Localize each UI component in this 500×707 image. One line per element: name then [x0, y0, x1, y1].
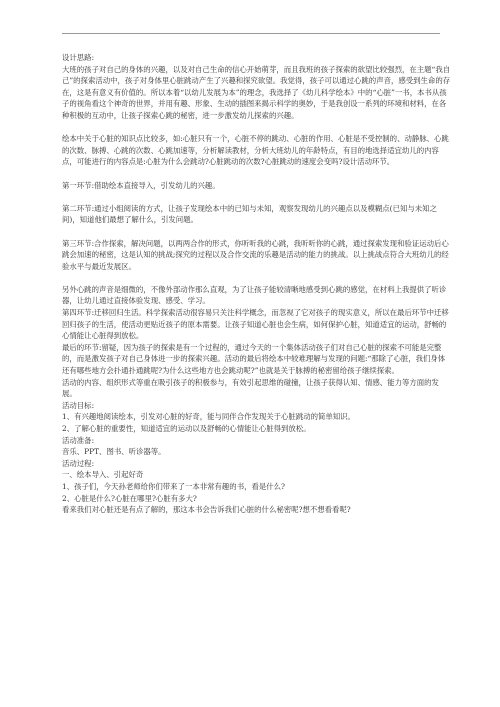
spacer — [62, 226, 452, 238]
question-1: 1、孩子们，今天孙老师给你们带来了一本非常有趣的书，看是什么? — [62, 481, 285, 491]
spacer — [62, 122, 452, 134]
spacer — [62, 272, 452, 284]
question-2: 2、心脏是什么?心脏在哪里?心脏有多大? — [62, 493, 197, 503]
process-section-1: 一、绘本导入、引起好奇 — [62, 470, 144, 480]
design-heading: 设计思路: — [62, 53, 95, 62]
step3b-paragraph: 另外心跳的声音是细微的，不像外部动作那么直观，为了让孩子能较清晰地感受到心跳的感觉，在材料上我提供了听诊器，让幼儿通过直接体验发现、感受、学习。 — [62, 284, 447, 306]
content-analysis-paragraph: 绘本中关于心脏的知识点比较多，如:心脏只有一个，心脏不停的跳动、心脏的作用、心脏是不受控制的、动静脉、心跳的次数、脉搏、心跳的次数、心跳加速等，分析解读教材，分析大班幼儿的年龄特点，有目的地选择适宜幼儿的内容点，可能进行的内容点是:心脏为什么会跳动?心脏跳动的次数?心脏跳动的速度会变吗?设计活动环节。 — [62, 134, 449, 167]
prep-text: 音乐、PPT、图书、听诊器等。 — [62, 447, 166, 457]
goal-item-1: 1、有兴趣地阅读绘本，引发对心脏的好奇，能与同伴合作发现关于心脏跳动的简单知识。 — [62, 412, 355, 422]
question-3: 看来我们对心脏还是有点了解的，那这本书会告诉我们心脏的什么秘密呢?想不想看看呢? — [62, 505, 351, 515]
final-step-paragraph: 最后的环节:留疑，因为孩子的探索是有一个过程的，通过今天的一个集体活动孩子们对自己心脏的探索不可能是完整的，而是激发孩子对自己身体进一步的探索兴趣。活动的最后将绘本中较难理解与发现的问题:“那除了心脏，我们身体还有哪些地方会扑通扑通跳呢?为什么这些地方也会跳动呢?”也就是关于脉搏的秘密留给孩子继续探索。 — [62, 342, 446, 376]
spacer — [62, 191, 452, 203]
process-heading: 活动过程: — [62, 458, 95, 468]
spacer — [62, 168, 452, 180]
document-body — [62, 52, 452, 516]
goal-item-2: 2、了解心脏的重要性，知道适宜的运动以及舒畅的心情能让心脏得到放松。 — [62, 424, 311, 433]
summary-paragraph: 活动的内容、组织形式等重在吸引孩子的积极参与，有效引起思维的碰撞，让孩子获得认知、情感、能力等方面的发展。 — [62, 377, 439, 399]
intro-paragraph: 大班的孩子对自己的身体的兴趣，以及对自己生命的信心开始萌芽，而且我班的孩子探索的欲望比较强烈，在主题“我自己”的探索活动中，孩子对身体里心脏跳动产生了兴趣和探究欲望。我觉得，孩子可以通过心跳的声音，感受到生命的存在，这是有意义有价值的。所以本着“以幼儿发展为本”的理念，我选择了《幼儿科学绘本》中的“心脏”一书，本书从孩子的视角看这个神奇的世界，并用有趣、形象、生动的插图来揭示科学的奥妙，于是我创设一系列的环境和材料，在各种积极的互动中，让孩子探索心跳的秘密，进一步激发幼儿探索的兴趣。 — [62, 64, 451, 120]
step4-paragraph: 第四环节:迁移回归生活。科学探索活动很容易只关注科学概念，而忽视了它对孩子的现实意义，所以在最后环节中迁移回归孩子的生活，使活动更贴近孩子的原本需要。让孩子知道心脏也会生病，如何保护心脏，知道适宜的运动，舒畅的心情能让心脏得到放松。 — [62, 308, 449, 341]
step3-paragraph: 第三环节:合作探索，解决问题，以两两合作的形式，你听听我的心跳，我听听你的心跳，通过探索发现和验证运动后心跳会加速的秘密，这是认知的挑战;探究的过程以及合作交流的乐趣是活动的能力的挑战。以上挑战点符合大班幼儿的经验水平与最近发展区。 — [62, 238, 449, 271]
step2-paragraph: 第二环节:通过小组阅读的方式，让孩子发现绘本中的已知与未知，观察发现幼儿的兴趣点以及模糊点(已知与未知之间)，知道他们最想了解什么，引发问题。 — [62, 203, 437, 225]
goals-heading: 活动目标: — [62, 400, 95, 410]
prep-heading: 活动准备: — [62, 435, 95, 445]
step1-paragraph: 第一环节:借助绘本直接导入，引发幼儿的兴趣。 — [62, 180, 220, 190]
header-rule — [62, 33, 440, 34]
